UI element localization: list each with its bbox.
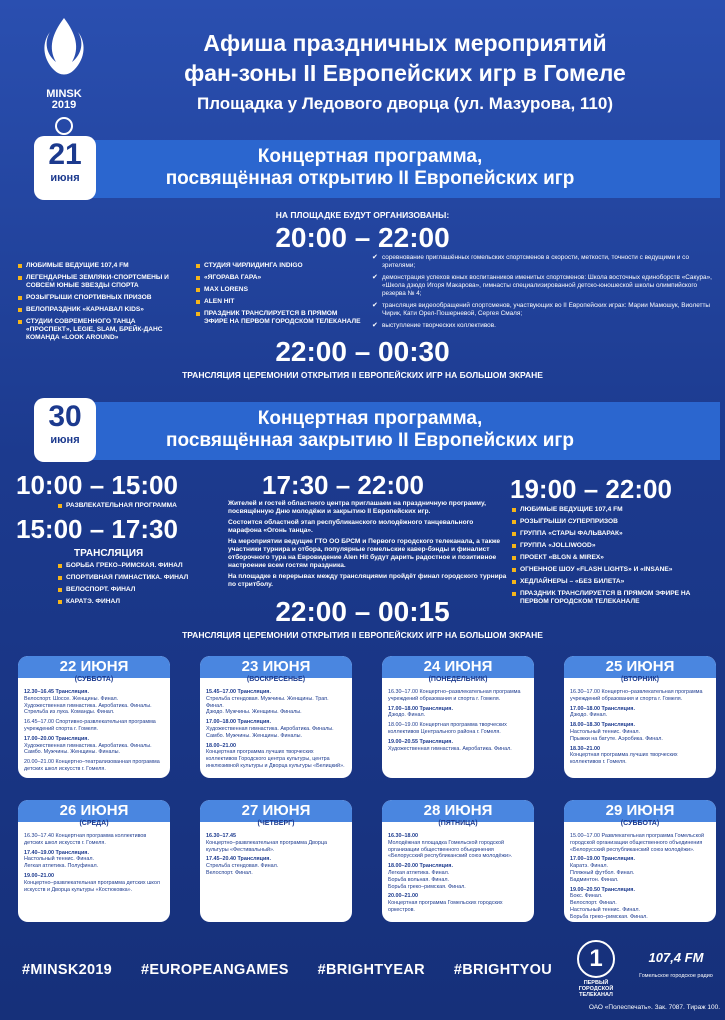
closing-title-2: посвящённая закрытию II Европейских игр (166, 430, 574, 451)
list-item: ✔ выступление творческих коллективов. (372, 322, 712, 330)
list-item: РОЗЫГРЫШИ СУПЕРПРИЗОВ (512, 518, 712, 526)
day-card-line: Молодёжная площадка Гомельской городской организации общественного объединения «Белорусский республиканский союз молодёжи». (388, 839, 513, 860)
day-card-line: Самбо. Мужчины. Женщины. Финалы. (206, 732, 302, 739)
day-card-line: Каратэ. Финал. (570, 863, 608, 870)
list-item: ПРАЗДНИК ТРАНСЛИРУЕТСЯ В ПРЯМОМ ЭФИРЕ НА ПЕРВОМ ГОРОДСКОМ ТЕЛЕКАНАЛЕ (512, 590, 712, 606)
day-card-line: Велоспорт. Шоссе. Женщины. Финал. (24, 695, 119, 702)
tv-logo-text-1: ПЕРВЫЙ ГОРОДСКОЙ (578, 980, 614, 992)
day-card-line: 15.00–17.00 Развлекательная программа Гомельской городской организации общественного объединения «Белорусский республиканский союз молодёжи». (570, 833, 705, 853)
list-item: ХЕДЛАЙНЕРЫ – «БЕЗ БИЛЕТА» (512, 578, 712, 586)
list-item: РАЗВЛЕКАТЕЛЬНАЯ ПРОГРАММА (58, 502, 228, 510)
games-emblem-icon (55, 117, 73, 135)
opening-month: июня (50, 172, 80, 184)
day-card-line: 16.30–17.00 Концертно–развлекательная программа учреждений образования и спорта г. Гомеля. (570, 689, 703, 702)
opening-title (110, 146, 630, 190)
day-card (18, 800, 170, 922)
paragraph: Состоится областной этап республиканского молодёжного танцевального марафона «Огонь танца». (228, 519, 474, 534)
list-item: ВЕЛОСПОРТ. ФИНАЛ (58, 586, 238, 594)
day-card-line: 17.45–20.40 Трансляция. (206, 856, 271, 863)
day-card-line: 17.00–19.00 Трансляция. (570, 856, 635, 863)
day-card-line: Художественная гимнастика. Акробатика. Финалы. (24, 702, 152, 709)
day-card (18, 656, 170, 778)
day-card-title: 27 ИЮНЯ (200, 800, 352, 822)
list-item: КАРАТЭ. ФИНАЛ (58, 598, 238, 606)
day-card-body (382, 686, 534, 755)
day-card-title: 25 ИЮНЯ (564, 656, 716, 678)
day-card-line: 17.40–19.00 Трансляция. (24, 849, 89, 856)
day-card-weekday: (СУББОТА) (74, 676, 114, 683)
day-card-line: Художественная гимнастика. Акробатика. Финалы. (206, 725, 334, 732)
day-card-line: Стрельба стендовая. Финал. (206, 863, 279, 870)
hashtag: #BRIGHTYOU (453, 962, 552, 978)
opening-date (34, 136, 96, 200)
radio-caption: Гомельское городское радио (639, 973, 713, 979)
day-card-title: 26 ИЮНЯ (18, 800, 170, 822)
opening-broadcast: ТРАНСЛЯЦИЯ ЦЕРЕМОНИИ ОТКРЫТИЯ II ЕВРОПЕЙСКИХ ИГР НА БОЛЬШОМ ЭКРАНЕ (182, 370, 543, 380)
closing-description (228, 500, 508, 589)
day-card-line: Пляжный футбол. Финал. (570, 869, 635, 876)
list-item: ✔ соревнование приглашённых гомельских спортсменов в скорости, меткости, точности с ведущими и со зрителями; (372, 254, 712, 270)
day-card-line: Концертная программа лучших творческих коллективов Городского центра культуры, центра инклюзивной культуры и Дворца культуры «Белицкий». (206, 749, 345, 769)
hashtag: #EUROPEANGAMES (141, 962, 289, 978)
closing-time-4: 19:00 – 22:00 (510, 474, 672, 504)
day-card-line: Дзюдо. Финал. (388, 712, 426, 719)
closing-list-3 (512, 506, 712, 610)
list-item: ГРУППА «JOLLIWOOD» (512, 542, 712, 550)
opening-time-1: 20:00 – 22:00 (275, 222, 450, 253)
closing-broadcast: ТРАНСЛЯЦИЯ ЦЕРЕМОНИИ ОТКРЫТИЯ II ЕВРОПЕЙСКИХ ИГР НА БОЛЬШОМ ЭКРАНЕ (182, 630, 543, 640)
day-card-line: 19.00–20.50 Трансляция. (570, 886, 635, 893)
title-line-2: фан-зоны II Европейских игр в Гомеле (184, 60, 626, 86)
day-card-line: 18.30–21.00 (570, 745, 600, 752)
closing-month: июня (50, 434, 80, 446)
hashtag: #BRIGHTYEAR (317, 962, 425, 978)
page-title (110, 28, 700, 88)
day-card-line: Легкая атлетика. Финал. (388, 869, 450, 876)
opening-title-2: посвящённая открытию II Европейских игр (165, 168, 575, 189)
day-card-weekday: (ПОНЕДЕЛЬНИК) (428, 676, 488, 683)
radio-logo (636, 950, 716, 979)
closing-time-5: 22:00 – 00:15 (275, 596, 450, 627)
closing-title-1: Концертная программа, (257, 408, 483, 429)
day-card-line: 15.45–17.00 Трансляция. (206, 689, 271, 695)
day-card-line: Настольный теннис. Финал. (570, 906, 640, 913)
day-card-line: Настольный теннис. Финал. (24, 856, 94, 863)
day-card-line: Художественная гимнастика. Акробатика. Финалы. (24, 742, 152, 749)
day-card-line: 17.00–20.00 Трансляция. (24, 735, 89, 742)
list-item: ✔ трансляция видеообращений спортсменов, участвующих во II Европейских играх: Марии Мамошук, Виолетты Чирик, Кати Орел-Пошерневой, Сергея Смаля; (372, 302, 712, 318)
opening-day: 21 (48, 138, 82, 171)
closing-date (34, 398, 96, 462)
day-card-line: 18.00–20.00 Трансляция. (388, 863, 453, 870)
day-card-body (564, 830, 716, 924)
day-card-line: Настольный теннис. Финал. (570, 728, 640, 735)
day-card-line: Концертная программа лучших творческих коллективов г. Гомеля. (570, 752, 678, 766)
day-card-weekday: (СРЕДА) (79, 820, 109, 827)
day-card (382, 800, 534, 922)
day-card-weekday: (ВТОРНИК) (620, 676, 660, 683)
day-card-line: Художественная гимнастика. Акробатика. Финал. (388, 745, 512, 752)
day-card-line: Велоспорт. Финал. (206, 869, 253, 876)
day-card-body (200, 686, 352, 773)
opening-time-2: 22:00 – 00:30 (275, 336, 450, 367)
day-card (200, 656, 352, 778)
day-card-line: Борьба греко–римская. Финал. (388, 883, 466, 890)
paragraph: Жителей и гостей областного центра приглашаем на праздничную программу, посвящённую Дню молодёжи и закрытию II Европейских игр. (228, 500, 486, 515)
day-card-weekday: (ПЯТНИЦА) (438, 820, 478, 827)
opening-title-1: Концертная программа, (257, 146, 483, 167)
title-line-1: Афиша праздничных мероприятий (203, 30, 607, 56)
closing-broadcast-label: ТРАНСЛЯЦИЯ (74, 548, 144, 559)
day-card-line: 16.45–17.00 Спортивно-развлекательная программа учреждений спорта г. Гомеля. (24, 719, 156, 732)
print-info: ОАО «Полеспечать». Зак. 7087. Тираж 100. (588, 1004, 720, 1011)
day-card-line: 17.00–18.00 Трансляция. (570, 705, 635, 712)
day-card-title: 29 ИЮНЯ (564, 800, 716, 822)
minsk2019-logo (34, 14, 94, 124)
day-card-body (200, 830, 352, 880)
list-item: СПОРТИВНАЯ ГИМНАСТИКА. ФИНАЛ (58, 574, 238, 582)
list-item: «ЯГОРАВА ГАРА» (196, 274, 361, 282)
day-card-title: 28 ИЮНЯ (382, 800, 534, 822)
list-item: ПРОЕКТ «BLGN & MIREX» (512, 554, 712, 562)
day-card-weekday: (СУББОТА) (620, 820, 660, 827)
day-card-line: 17.00–18.00 Трансляция. (388, 705, 453, 712)
list-item: ✔ демонстрация успехов юных воспитанников именитых спортсменов: Школа восточных единоборств «Сакура», «Школа дзюдо Игоря Макарова», гимнасты специализированной детско-юношеской школы олимпийского резерва № 4; (372, 274, 712, 298)
day-card-line: 20.00–21.00 (388, 893, 418, 900)
day-card-line: Велоспорт. Финал. (570, 900, 617, 907)
day-card-body (18, 830, 170, 896)
day-card-line: Концертная программа Гомельских городских оркестров. (388, 900, 503, 913)
day-card-line: 16.30–17.45 (206, 833, 236, 839)
closing-time-3: 17:30 – 22:00 (262, 470, 424, 500)
day-card-line: Бокс. Финал. (570, 893, 603, 900)
day-card-weekday: (ЧЕТВЕРГ) (257, 820, 295, 827)
list-item: ЛЕГЕНДАРНЫЕ ЗЕМЛЯКИ-СПОРТСМЕНЫ И СОВСЕМ ЮНЫЕ ЗВЕЗДЫ СПОРТА (18, 274, 178, 290)
list-item: ЛЮБИМЫЕ ВЕДУЩИЕ 107,4 FM (512, 506, 712, 514)
list-item: ВЕЛОПРАЗДНИК «КАРНАВАЛ KIDS» (18, 306, 178, 314)
list-item: СТУДИИ СОВРЕМЕННОГО ТАНЦА «ПРОСПЕКТ», LEGIE, SLAM, БРЕЙК-ДАНС КОМАНДА «LOOK AROUND» (18, 318, 178, 342)
list-item: MAX LORENS (196, 286, 361, 294)
day-card-line: 19.00–21.00 (24, 872, 54, 879)
radio-frequency: 107,4 FM (648, 950, 704, 965)
day-card (200, 800, 352, 922)
day-card (564, 656, 716, 778)
day-card-title: 24 ИЮНЯ (382, 656, 534, 678)
day-card-title: 22 ИЮНЯ (18, 656, 170, 678)
closing-time-1: 10:00 – 15:00 (16, 470, 178, 500)
hashtag: #MINSK2019 (22, 962, 113, 978)
list-item: ЛЮБИМЫЕ ВЕДУЩИЕ 107,4 FM (18, 262, 178, 270)
opening-list-1 (18, 262, 178, 346)
day-card-body (382, 830, 534, 917)
paragraph: На площадке в перерывах между трансляциями пройдёт финал городского турнира по стритболу. (228, 573, 507, 588)
closing-list-1 (58, 502, 228, 514)
tv-channel-icon: 1 (577, 940, 615, 978)
day-card-line: Стрельба стендовая. Мужчины. Женщины. Трап. Финал. (206, 695, 329, 709)
closing-title (110, 408, 630, 452)
day-card-line: 17.00–18.00 Трансляция. (206, 719, 271, 726)
day-card-body (18, 686, 170, 776)
day-card-line: Борьба греко–римская. Финал. (570, 913, 648, 920)
opening-list-3 (372, 254, 712, 334)
day-card-weekday: (ВОСКРЕСЕНЬЕ) (246, 676, 306, 683)
day-card-line: 18.00–18.30 Трансляция. (570, 722, 635, 729)
logo-text: MINSK 2019 (46, 88, 82, 111)
list-item: ALEN HIT (196, 298, 361, 306)
day-card-line: Бадминтон. Финал. (570, 876, 619, 883)
day-card-line: 18.00–19.00 Концертная программа творческих коллективов Центрального района г. Гомеля. (388, 722, 507, 735)
day-card-line: Концертно–развлекательная программа детских школ искусств и Дворца культуры «Костюковка». (24, 879, 160, 893)
day-card-line: Прыжки на батуте. Аэробика. Финал. (570, 735, 663, 742)
list-item: ОГНЕННОЕ ШОУ «FLASH LIGHTS» И «INSANE» (512, 566, 712, 574)
day-card-line: Легкая атлетика. Полуфинал. (24, 863, 99, 870)
day-card-line: Стрельба из лука. Команды. Финал. (24, 709, 115, 716)
day-card-line: Самбо. Мужчины. Женщины. Финалы. (24, 749, 120, 756)
day-card-line: 12.30–16.45 Трансляция. (24, 689, 89, 695)
day-card-line: 19.00–20.55 Трансляция. (388, 738, 453, 745)
page-subtitle: Площадка у Ледового дворца (ул. Мазурова, 110) (196, 94, 613, 113)
tv-logo (566, 940, 626, 998)
list-item: ГРУППА «СТАРЫ ФАЛЬВАРАК» (512, 530, 712, 538)
opening-list-2 (196, 262, 361, 330)
tv-logo-text-2: ТЕЛЕКАНАЛ (579, 992, 613, 998)
list-item: ПРАЗДНИК ТРАНСЛИРУЕТСЯ В ПРЯМОМ ЭФИРЕ НА ПЕРВОМ ГОРОДСКОМ ТЕЛЕКАНАЛЕ (196, 310, 361, 326)
list-item: БОРЬБА ГРЕКО–РИМСКАЯ. ФИНАЛ (58, 562, 238, 570)
organized-label: НА ПЛОЩАДКЕ БУДУТ ОРГАНИЗОВАНЫ: (275, 210, 450, 220)
day-card-title: 23 ИЮНЯ (200, 656, 352, 678)
flame-icon (34, 14, 94, 84)
day-card-line: 16.30–17.00 Концертно–развлекательная программа учреждений образования и спорта г. Гомеля. (388, 689, 521, 702)
day-card-line: 16.30–18.00 (388, 833, 418, 839)
day-card-line: Дзюдо. Мужчины. Женщины. Финалы. (206, 709, 302, 716)
closing-day: 30 (48, 400, 82, 433)
day-card-line: Концертно–развлекательная программа Дворца культуры «Фестивальный». (206, 839, 328, 853)
day-card-line: 16.30–17.40 Концертная программа коллективов детских школ искусств г. Гомеля. (24, 833, 147, 846)
hashtags (22, 962, 552, 978)
list-item: СТУДИЯ ЧИРЛИДИНГА INDIGO (196, 262, 361, 270)
day-card-line: Борьба вольная. Финал. (388, 876, 450, 883)
closing-time-2: 15:00 – 17:30 (16, 514, 178, 544)
paragraph: На мероприятии ведущие ГТО ОО БРСМ и Первого городского телеканала, а также участники турнира и отбора, популярные гомельские кавер-бэнды и финалист отборочного тура на Евровидение Alen Hit будут дарить радостное и позитивное настроение всем гостям праздника. (228, 538, 501, 569)
day-card-line: 18.00–21.00 (206, 742, 236, 749)
day-card (564, 800, 716, 922)
list-item: РОЗЫГРЫШИ СПОРТИВНЫХ ПРИЗОВ (18, 294, 178, 302)
day-card-body (564, 686, 716, 769)
day-card-line: 20.00–21.00 Концертно–театрализованная программа детских школ искусств г. Гомеля. (24, 759, 160, 772)
day-card-line: Дзюдо. Финал. (570, 712, 608, 719)
day-card (382, 656, 534, 778)
